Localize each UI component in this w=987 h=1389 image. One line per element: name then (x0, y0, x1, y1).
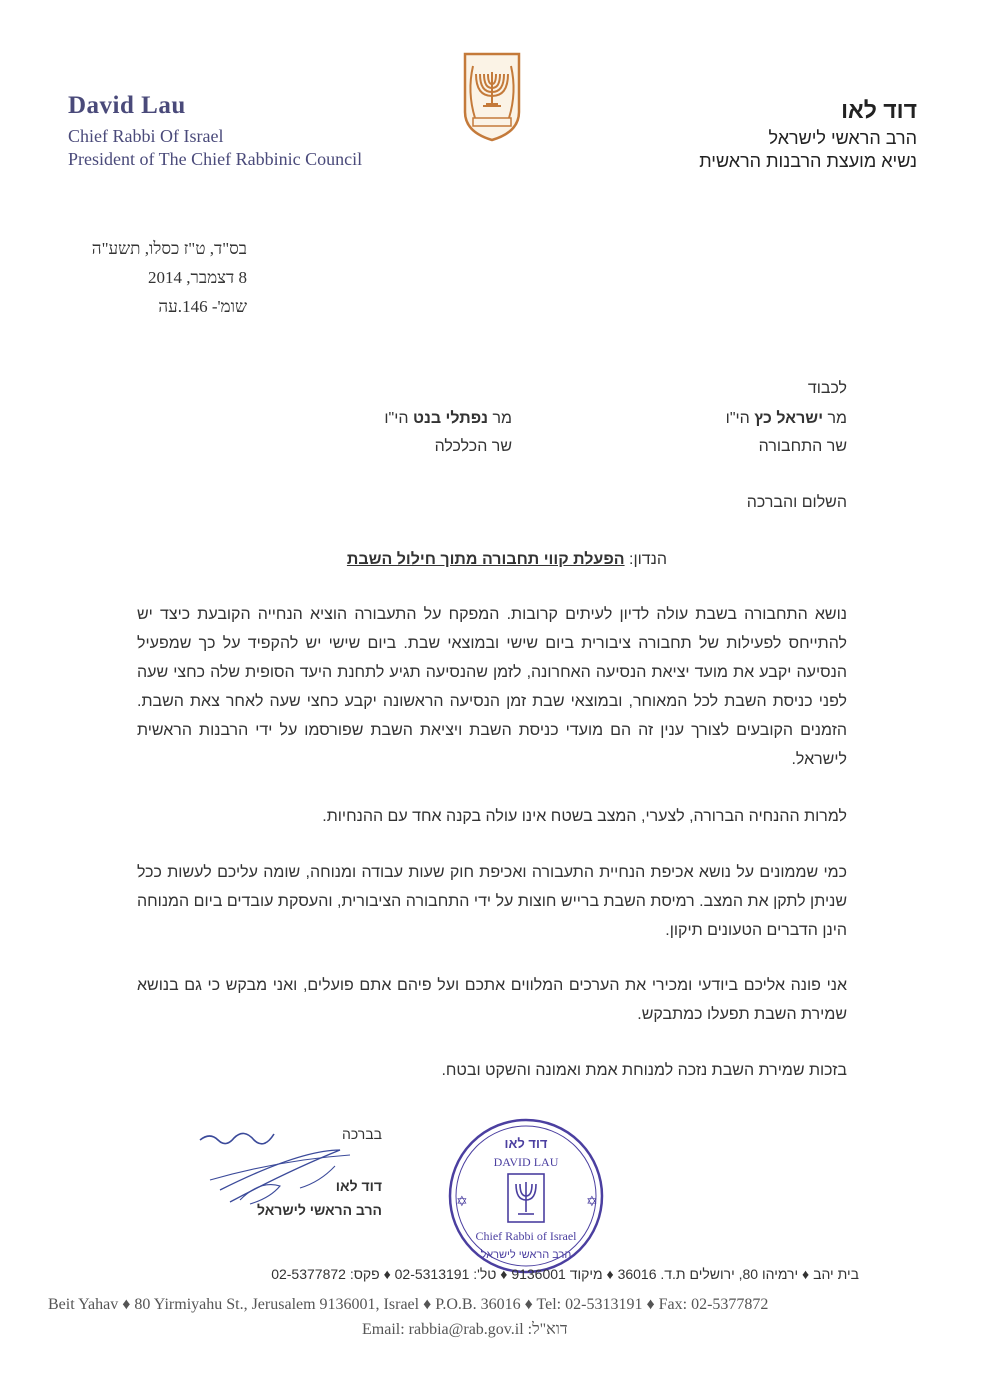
letterhead-he-role: נשיא מועצת הרבנות הראשית (699, 151, 917, 171)
footer-email-address: Email: rabbia@rab.gov.il (362, 1321, 524, 1338)
recipient-2-role: שר הכלכלה (434, 438, 512, 455)
footer-english: Beit Yahav ♦ 80 Yirmiyahu St., Jerusalem 9136001, Israel ♦ P.O.B. 36016 ♦ Tel: 02-5313191 ♦ Fax: 02-5377872 (48, 1296, 769, 1313)
recipient-2-suffix: הי"ו (384, 410, 413, 427)
date-block (92, 234, 247, 321)
paragraph-4: אני פונה אליכם ביודעי ומכירי את הערכים המלווים אתכם ועל פיהם אתם פועלים, ואני מבקש כי גם בנושא שמירת השבת תפעלו כמתבקש. (137, 977, 847, 1023)
recipient-1-role: שר התחבורה (758, 438, 847, 455)
recipient-1-name (726, 410, 847, 428)
subject-label: הנדון: (624, 551, 667, 568)
reference-number: שומ'- 146.עה (158, 297, 247, 316)
svg-text:✡: ✡ (456, 1195, 468, 1210)
hebrew-date: בס"ד, ט"ז כסלו, תשע"ה (91, 239, 247, 258)
paragraph-5: בזכות שמירת השבת נזכה למנוחת אמת ואמונה והשקט ובטח. (441, 1062, 847, 1079)
signature-title: הרב הראשי לישראל (257, 1202, 382, 1218)
recipient-2-prefix: מר (488, 410, 512, 427)
handwritten-signature-icon (180, 1120, 380, 1210)
gregorian-date: 8 דצמבר, 2014 (148, 268, 247, 287)
signature-name: דוד לאו (335, 1178, 382, 1194)
paragraph-2: למרות ההנחיה הברורה, לצערי, המצב בשטח אינו עולה בקנה אחד עם ההנחיות. (322, 808, 847, 825)
paragraph-1: נושא התחבורה בשבת עולה לדיון לעיתים קרובות. המפקח על התעבורה הוציא הנחייה הקובעת כיצד יש להתייחס לפעילות של תחבורה ציבורית ביום שישי ובמוצאי שבת. ביום שישי יש להקפיד על כך שמפעיל הנסיעה יקבע את מועד יציאת הנסיעה האחרונה, לזמן שהנסיעה תגיע לתחנת היעד הסופית שלה כחצי שעה לפני כניסת השבת לכל המאוחר, ובמוצאי שבת זמן הנסיעה הראשונה יקבע כחצי שעה לאחר צאת השבת. הזמנים הקובעים לצורך ענין זה הם מועדי כניסת השבת ויציאת השבת שפורסמו על ידי הרבנות הראשית לישראל. (137, 606, 847, 768)
recipient-2-name (384, 410, 512, 428)
letterhead-en-name: David Lau (68, 92, 186, 119)
state-emblem-icon (461, 52, 523, 142)
subject-text: הפעלת קווי תחבורה מתוך חילול השבת (346, 551, 625, 568)
letterhead-he-name: דוד לאו (841, 97, 917, 123)
signature-closing: בברכה (341, 1126, 382, 1142)
svg-text:הרב הראשי לישראל: הרב הראשי לישראל (480, 1249, 572, 1261)
recipient-1-prefix: מר (823, 410, 847, 427)
svg-text:דוד לאו: דוד לאו (504, 1136, 548, 1151)
recipient-2-bold-name: נפתלי בנט (412, 410, 489, 427)
recipients-to: לכבוד (807, 380, 847, 397)
subject-line (347, 551, 667, 569)
footer-hebrew: בית יהב ♦ ירמיהו 80, ירושלים ת.ד. 36016 ♦ מיקוד 9136001 ♦ טל': 02-5313191 ♦ פקס: 02-5377872 (271, 1266, 859, 1282)
recipient-1-bold-name: ישראל כץ (754, 410, 824, 427)
letterhead-en-title: Chief Rabbi Of Israel (68, 126, 224, 146)
svg-text:✡: ✡ (586, 1195, 598, 1210)
greeting: השלום והברכה (746, 494, 847, 511)
footer-email-he-label: :דוא"ל (523, 1321, 568, 1338)
paragraph-3: כמי שממונים על נושא אכיפת הנחיית התעבורה ואכיפת חוק שעות עבודה ומנוחה, שומה עליכם לעשות ככל שניתן לתקן את המצב. רמיסת השבת ברייש חוצות על ידי התחבורה הציבורית, והעסקת עובדים ביום המנוחה הינן הדברים הטעונים תיקון. (137, 864, 847, 939)
official-stamp-icon (436, 1116, 616, 1276)
svg-text:Chief Rabbi of Israel: Chief Rabbi of Israel (475, 1229, 577, 1243)
letterhead-he-title: הרב הראשי לישראל (768, 128, 917, 148)
recipient-1-suffix: הי"ו (725, 410, 755, 427)
letterhead-en-role: President of The Chief Rabbinic Council (68, 149, 363, 169)
svg-text:DAVID LAU: DAVID LAU (493, 1155, 559, 1169)
footer-email (362, 1321, 568, 1339)
